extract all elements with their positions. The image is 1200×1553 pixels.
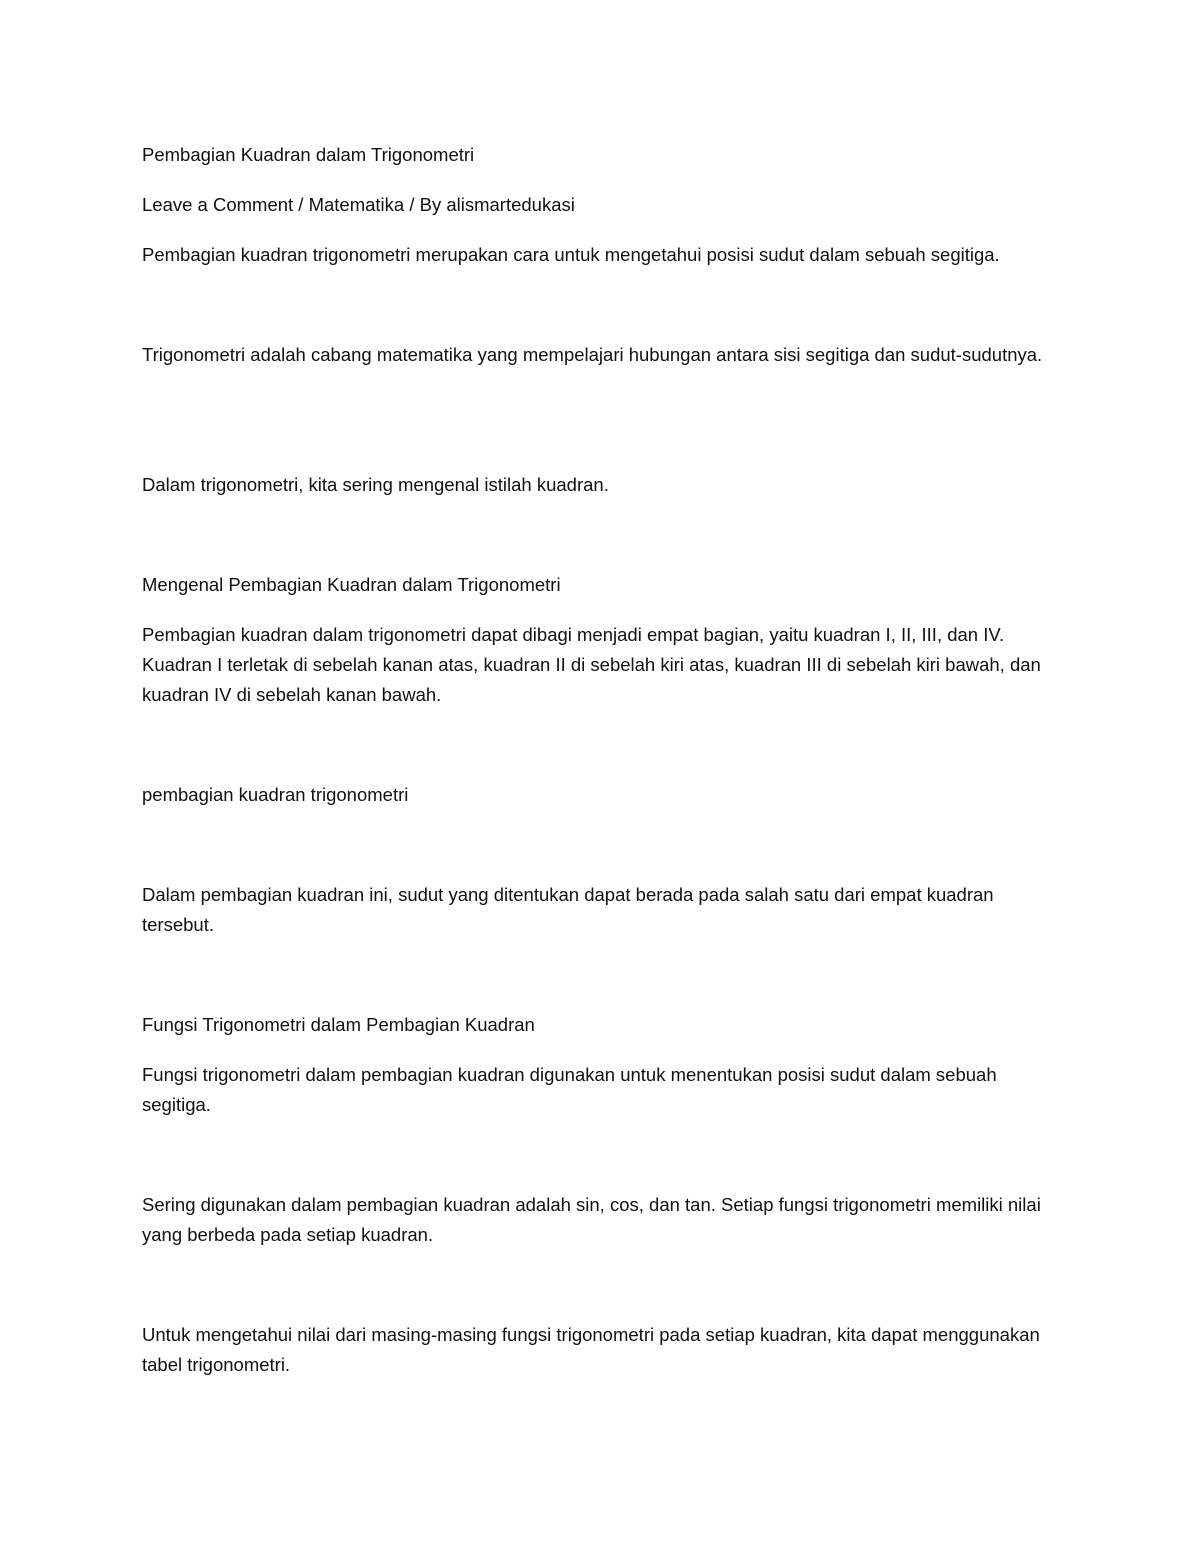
section-heading-mengenal: Mengenal Pembagian Kuadran dalam Trigonometri [142, 574, 561, 595]
paragraph-definition: Trigonometri adalah cabang matematika yang mempelajari hubungan antara sisi segitiga dan sudut-sudutnya. [142, 344, 1043, 365]
paragraph-kuadran-term: Dalam trigonometri, kita sering mengenal istilah kuadran. [142, 474, 609, 495]
document-meta: Leave a Comment / Matematika / By alismartedukasi [142, 194, 575, 215]
paragraph-table: Untuk mengetahui nilai dari masing-masing fungsi trigonometri pada setiap kuadran, kita dapat menggunakan tabel trigonometri. [142, 1324, 1040, 1375]
paragraph-quadrant-division: Pembagian kuadran dalam trigonometri dapat dibagi menjadi empat bagian, yaitu kuadran I, II, III, dan IV. Kuadran I terletak di sebelah kanan atas, kuadran II di sebelah kiri atas, kuadran III di sebelah kiri bawah, dan kuadran IV di sebelah kanan bawah. [142, 624, 1041, 705]
document-title: Pembagian Kuadran dalam Trigonometri [142, 144, 475, 165]
paragraph-sin-cos-tan: Sering digunakan dalam pembagian kuadran adalah sin, cos, dan tan. Setiap fungsi trigonometri memiliki nilai yang berbeda pada setiap kuadran. [142, 1194, 1041, 1245]
section-heading-fungsi: Fungsi Trigonometri dalam Pembagian Kuadran [142, 1014, 535, 1035]
image-caption: pembagian kuadran trigonometri [142, 784, 409, 805]
paragraph-function-use: Fungsi trigonometri dalam pembagian kuadran digunakan untuk menentukan posisi sudut dalam sebuah segitiga. [142, 1064, 997, 1115]
paragraph-angle-location: Dalam pembagian kuadran ini, sudut yang ditentukan dapat berada pada salah satu dari empat kuadran tersebut. [142, 884, 994, 935]
paragraph-intro: Pembagian kuadran trigonometri merupakan cara untuk mengetahui posisi sudut dalam sebuah segitiga. [142, 244, 1000, 265]
